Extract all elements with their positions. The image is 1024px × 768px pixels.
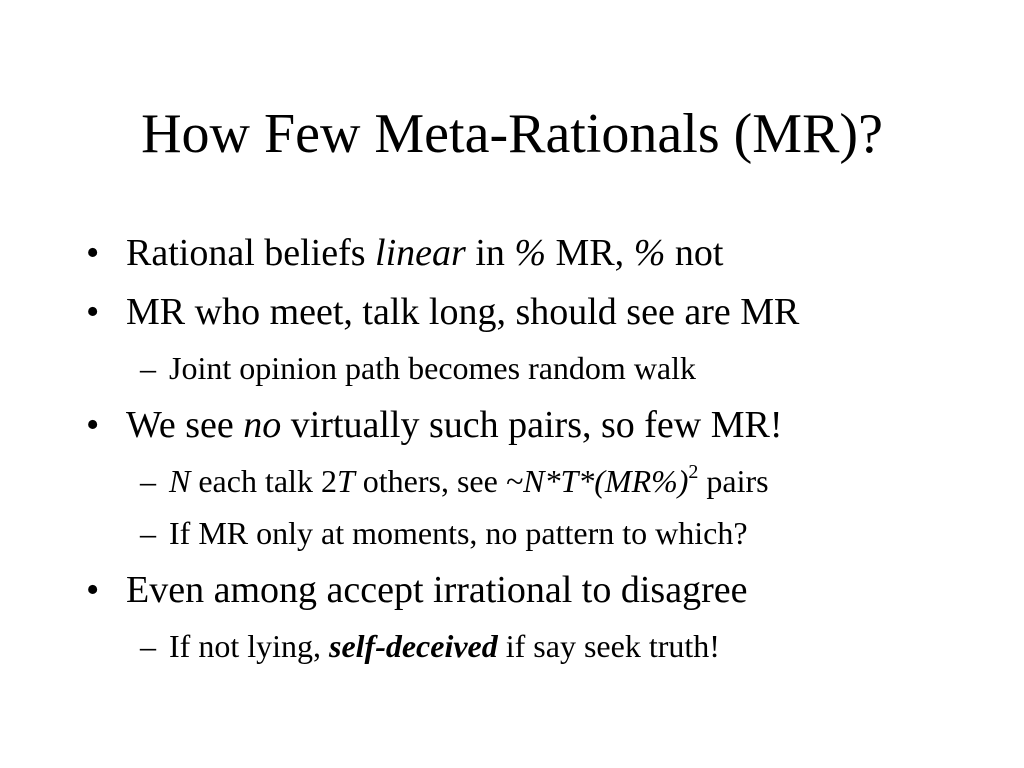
bullet-text: Rational beliefs linear in % MR, % not	[126, 232, 724, 274]
dash-marker: –	[140, 515, 156, 551]
sub-text: If not lying, self-deceived if say seek truth!	[169, 628, 720, 664]
bullet-marker: •	[86, 291, 100, 333]
slide-title: How Few Meta-Rationals (MR)?	[141, 103, 883, 165]
bullet-marker: •	[86, 404, 100, 446]
sub-text: If MR only at moments, no pattern to which?	[169, 515, 748, 551]
bullet-text: MR who meet, talk long, should see are MR	[126, 291, 800, 333]
dash-marker: –	[140, 463, 156, 499]
bullet-marker: •	[86, 569, 100, 611]
dash-marker: –	[140, 350, 156, 386]
sub-text: N each talk 2T others, see $\sim N*T*(MR\%)^2$ pairs	[169, 461, 769, 499]
bullet-text: Even among accept irrational to disagree	[126, 569, 748, 611]
sub-text: Joint opinion path becomes random walk	[169, 350, 697, 386]
bullet-marker: •	[86, 232, 100, 274]
dash-marker: –	[140, 628, 156, 664]
bullet-text: We see no virtually such pairs, so few MR!	[126, 404, 783, 446]
